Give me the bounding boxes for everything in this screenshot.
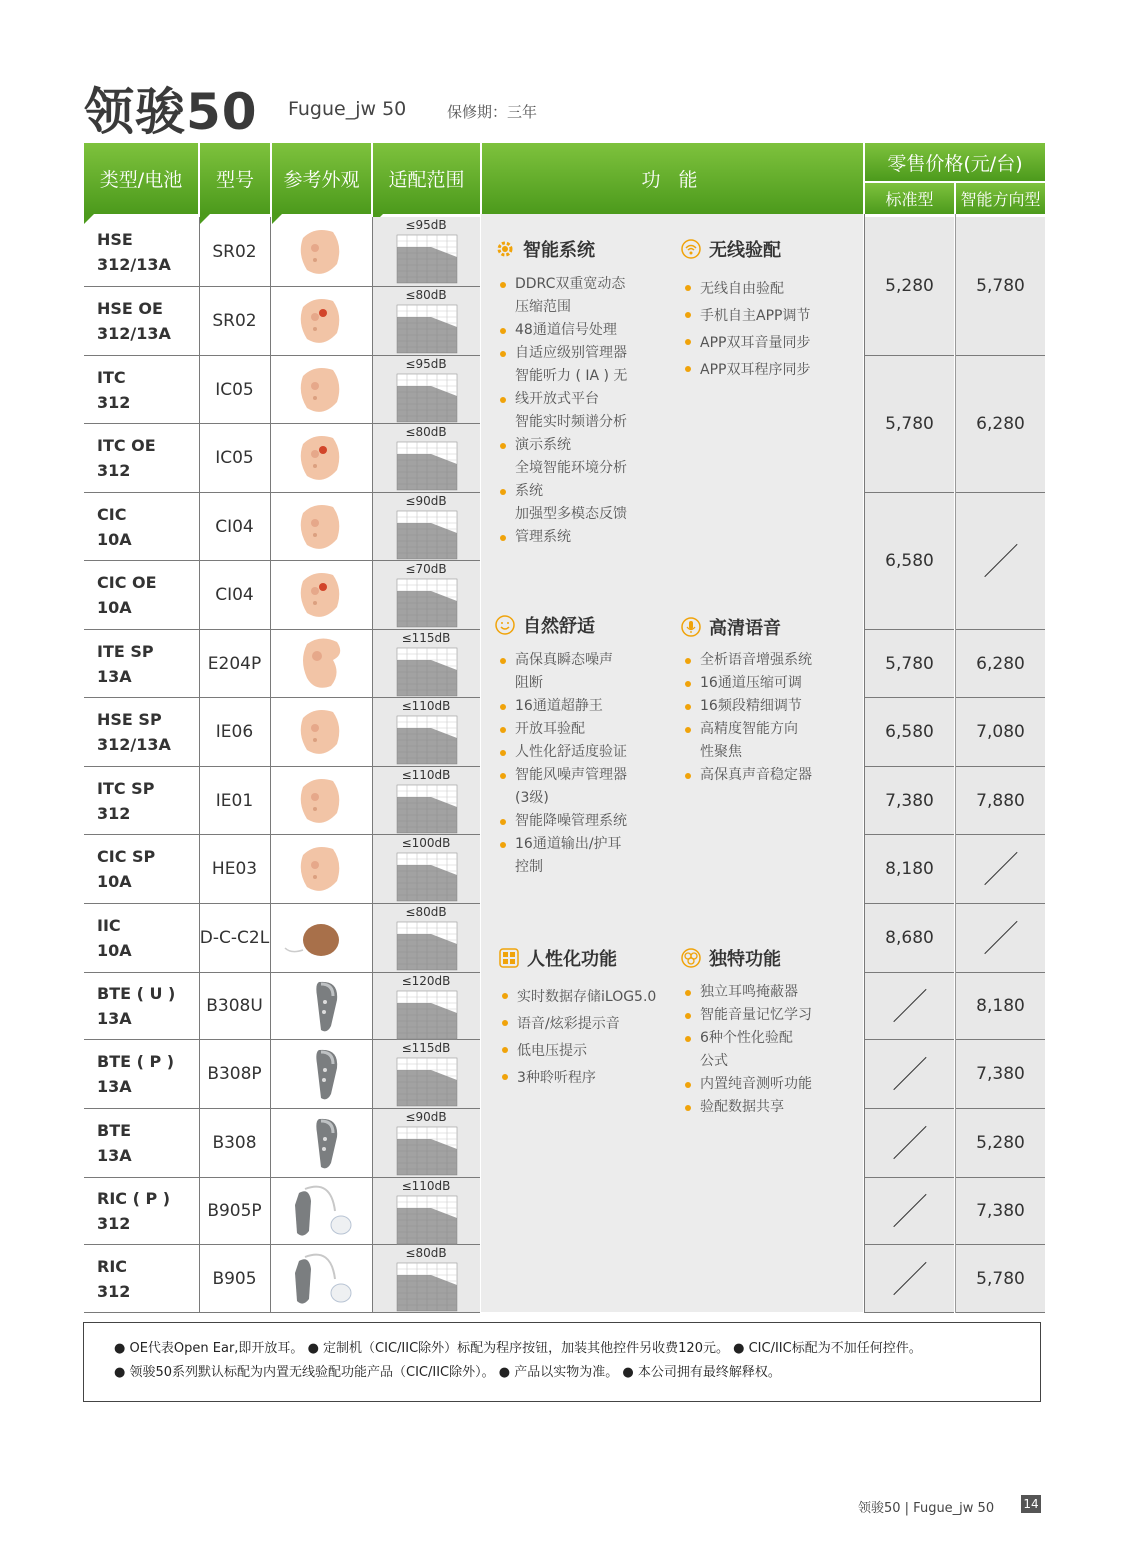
feature-item: 开放耳验配 — [499, 718, 669, 741]
header-standard: 标准型 — [865, 183, 954, 214]
standard-price: 5,280 — [865, 217, 954, 356]
range-label: ≤110dB — [401, 768, 451, 782]
type-label: BTE ( U ) — [97, 984, 176, 1003]
section-smart: 智能系统 — [495, 236, 595, 262]
not-available-slash — [865, 1245, 954, 1313]
type-label: HSE OE — [97, 299, 163, 318]
product-type — [84, 561, 198, 629]
hearing-aid-image — [271, 767, 371, 834]
table-row — [84, 493, 480, 561]
hearing-aid-image — [271, 630, 371, 697]
type-label: HSE — [97, 229, 133, 249]
audiogram-chart — [391, 851, 461, 911]
model-number: B905 — [212, 1268, 257, 1289]
type-label: HSE SP — [97, 710, 162, 729]
product-type — [84, 1040, 198, 1108]
fitting-range — [372, 1245, 480, 1312]
fitting-range — [372, 767, 480, 834]
not-available-slash — [865, 1040, 954, 1109]
table-row — [84, 561, 480, 630]
slash-icon — [984, 852, 1018, 886]
speech-list — [684, 649, 854, 787]
model-number: SR02 — [212, 241, 257, 262]
feature-item: 智能听力 ( IA ) 无 — [515, 368, 628, 384]
audiogram-chart — [391, 233, 461, 293]
feature-item: 阻断 — [515, 675, 543, 691]
feature-item: 智能音量记忆学习 — [684, 1004, 854, 1027]
product-type — [84, 287, 198, 355]
standard-price: 8,680 — [865, 904, 954, 973]
feature-item: 3种聆听程序 — [501, 1065, 681, 1092]
header-directional: 智能方向型 — [956, 183, 1045, 214]
fitting-range — [372, 1040, 480, 1108]
slash-icon — [893, 1057, 927, 1091]
directional-price: 5,780 — [956, 217, 1045, 356]
battery-label: 312 — [97, 392, 131, 412]
model-number: B308P — [207, 1064, 262, 1084]
type-label: CIC OE — [97, 573, 157, 592]
model-number: IC05 — [215, 448, 254, 468]
slash-icon — [893, 1262, 927, 1296]
note-line-1: ● OE代表Open Ear,即开放耳。 ● 定制机（CIC/IIC除外）标配为程序按钮，加装其他控件另收费120元。 ● CIC/IIC标配为不加任何控件。 — [114, 1341, 922, 1356]
model-number: IE06 — [215, 722, 254, 742]
table-row — [84, 1040, 480, 1109]
product-type — [84, 356, 198, 423]
slash-icon — [984, 544, 1018, 578]
wifi-icon — [681, 239, 701, 259]
hearing-aid-image — [271, 973, 371, 1039]
smart-list — [499, 273, 669, 549]
model-number: E204P — [207, 653, 262, 674]
audiogram-chart — [391, 303, 461, 363]
header-range: 适配范围 — [373, 143, 480, 214]
range-label: ≤80dB — [405, 905, 447, 919]
audiogram-chart — [391, 577, 461, 637]
feature-item: 高精度智能方向 — [684, 718, 854, 741]
directional-price: 7,380 — [956, 1040, 1045, 1109]
product-type — [84, 217, 198, 286]
note-line-2: ● 领骏50系列默认标配为内置无线验配功能产品（CIC/IIC除外）。 ● 产品以实物为准。 ● 本公司拥有最终解释权。 — [114, 1365, 781, 1380]
directional-price: 5,780 — [956, 1245, 1045, 1313]
range-label: ≤100dB — [401, 836, 451, 850]
product-type — [84, 1245, 198, 1312]
feature-item: 16通道压缩可调 — [684, 672, 854, 695]
fitting-range — [372, 835, 480, 903]
range-label: ≤80dB — [405, 425, 447, 439]
fitting-range — [372, 904, 480, 972]
type-label: BTE ( P ) — [97, 1052, 175, 1071]
feature-item: DDRC双重宽动态 — [499, 273, 669, 296]
not-available-slash — [865, 973, 954, 1040]
table-row — [84, 698, 480, 767]
model-number: D-C-C2L — [199, 928, 270, 948]
table-row — [84, 630, 480, 698]
audiogram-chart — [391, 1125, 461, 1185]
battery-label: 13A — [97, 1146, 132, 1165]
grid-icon — [499, 948, 519, 968]
directional-price: 8,180 — [956, 973, 1045, 1040]
feature-item: 低电压提示 — [501, 1038, 681, 1065]
range-label: ≤115dB — [401, 631, 451, 645]
directional-price: 5,280 — [956, 1109, 1045, 1178]
product-type — [84, 698, 198, 766]
fitting-range — [372, 1178, 480, 1244]
microphone-icon — [681, 617, 701, 637]
standard-price: 5,780 — [865, 356, 954, 493]
feature-item: (3级) — [515, 790, 549, 806]
range-label: ≤110dB — [401, 699, 451, 713]
not-available-slash — [956, 904, 1045, 973]
audiogram-chart — [391, 509, 461, 569]
product-type — [84, 835, 198, 903]
standard-price: 6,580 — [865, 698, 954, 767]
table-row — [84, 424, 480, 493]
fitting-range — [372, 973, 480, 1039]
audiogram-chart — [391, 1261, 461, 1321]
page-title: 领骏50 — [84, 83, 258, 141]
fitting-range — [372, 1109, 480, 1177]
directional-price: 7,080 — [956, 698, 1045, 767]
footer-text: 领骏50 | Fugue_jw 50 — [858, 1501, 995, 1516]
model-number: B308 — [212, 1133, 257, 1153]
type-label: CIC SP — [97, 847, 156, 866]
not-available-slash — [865, 1109, 954, 1178]
unique-list — [684, 981, 854, 1119]
range-label: ≤70dB — [405, 562, 447, 576]
type-label: BTE — [97, 1121, 132, 1140]
table-row — [84, 1109, 480, 1178]
battery-label: 312/13A — [97, 735, 171, 754]
standard-price: 6,580 — [865, 493, 954, 630]
hearing-aid-image — [271, 424, 371, 492]
standard-price: 8,180 — [865, 835, 954, 904]
battery-label: 312/13A — [97, 324, 171, 343]
feature-item: 16频段精细调节 — [684, 695, 854, 718]
feature-item: 全析语音增强系统 — [684, 649, 854, 672]
model-number: IC05 — [215, 379, 254, 400]
section-wireless: 无线验配 — [681, 236, 781, 262]
slash-icon — [984, 921, 1018, 955]
hearing-aid-image — [271, 1040, 371, 1108]
fitting-range — [372, 356, 480, 423]
table-row — [84, 217, 480, 287]
directional-price: 7,880 — [956, 767, 1045, 835]
type-label: ITC OE — [97, 436, 156, 455]
feature-item: 压缩范围 — [515, 299, 571, 315]
header-price: 零售价格(元/台) — [865, 143, 1045, 181]
type-label: ITC SP — [97, 778, 155, 798]
product-type — [84, 1178, 198, 1244]
feature-item: 手机自主APP调节 — [684, 303, 854, 330]
hearing-aid-image — [271, 698, 371, 766]
hearing-aid-image — [271, 287, 371, 355]
feature-item: 加强型多模态反馈 — [515, 506, 627, 522]
model-number: SR02 — [212, 311, 257, 331]
battery-label: 13A — [97, 1009, 132, 1028]
header-type: 类型/电池 — [84, 143, 198, 214]
hearing-aid-image — [271, 493, 371, 560]
section-unique: 独特功能 — [681, 945, 781, 971]
range-label: ≤115dB — [401, 1041, 451, 1055]
range-label: ≤80dB — [405, 1246, 447, 1260]
audiogram-chart — [391, 783, 461, 843]
fitting-range — [372, 561, 480, 629]
feature-item: 公式 — [700, 1053, 728, 1069]
battery-label: 10A — [97, 598, 132, 617]
feature-item: 性聚焦 — [700, 744, 742, 760]
feature-item: 全境智能环境分析 — [515, 460, 627, 476]
table-row — [84, 1178, 480, 1245]
feature-item: 演示系统 — [499, 434, 669, 457]
section-comfort: 自然舒适 — [495, 612, 595, 638]
standard-price: 7,380 — [865, 767, 954, 835]
directional-price: 6,280 — [956, 356, 1045, 493]
feature-item: 48通道信号处理 — [499, 319, 669, 342]
hearing-aid-image — [271, 217, 371, 286]
battery-label: 10A — [97, 872, 132, 891]
price-divider — [955, 214, 956, 1313]
hearing-aid-image — [271, 561, 371, 629]
table-row — [84, 356, 480, 424]
hearing-aid-image — [271, 1109, 371, 1177]
product-type — [84, 904, 198, 972]
product-type — [84, 630, 198, 697]
function-panel — [481, 214, 863, 1312]
feature-item: 16通道超静王 — [499, 695, 669, 718]
audiogram-chart — [391, 1056, 461, 1116]
slash-icon — [893, 989, 927, 1023]
model-number: IE01 — [215, 790, 254, 811]
smile-icon — [495, 615, 515, 635]
flower-icon — [681, 948, 701, 968]
table-row — [84, 904, 480, 973]
feature-item: 验配数据共享 — [684, 1096, 854, 1119]
feature-item: 高保真瞬态噪声 — [499, 649, 669, 672]
battery-label: 312 — [97, 1214, 131, 1233]
price-border — [864, 214, 865, 1313]
type-label: ITE SP — [97, 641, 154, 661]
header-function: 功 能 — [482, 143, 863, 214]
product-type — [84, 424, 198, 492]
directional-price: 6,280 — [956, 630, 1045, 698]
hearing-aid-image — [271, 1178, 371, 1244]
feature-item: 实时数据存储iLOG5.0 — [501, 984, 681, 1011]
table-row — [84, 767, 480, 835]
feature-item: 无线自由验配 — [684, 276, 854, 303]
feature-item: 6种个性化验配 — [684, 1027, 854, 1050]
notes-box — [83, 1322, 1041, 1402]
type-label: RIC — [97, 1256, 128, 1276]
feature-item: 16通道输出/护耳 — [499, 833, 669, 856]
range-label: ≤90dB — [405, 494, 447, 508]
audiogram-chart — [391, 714, 461, 774]
range-label: ≤95dB — [405, 218, 447, 232]
table-row — [84, 835, 480, 904]
gear-icon — [495, 239, 515, 259]
audiogram-chart — [391, 920, 461, 980]
feature-item: 独立耳鸣掩蔽器 — [684, 981, 854, 1004]
product-type — [84, 1109, 198, 1177]
model-number: HE03 — [211, 859, 258, 879]
feature-item: 自适应级别管理器 — [499, 342, 669, 365]
fitting-range — [372, 287, 480, 355]
hearing-aid-image — [271, 356, 371, 423]
warranty-text: 保修期：三年 — [447, 103, 538, 121]
type-label: IIC — [97, 916, 121, 935]
product-subtitle: Fugue_jw 50 — [288, 98, 407, 120]
type-label: RIC ( P ) — [97, 1189, 171, 1208]
product-type — [84, 767, 198, 834]
feature-item: 内置纯音测听功能 — [684, 1073, 854, 1096]
table-row — [84, 1245, 480, 1313]
section-human: 人性化功能 — [499, 945, 617, 971]
slash-icon — [893, 1126, 927, 1160]
type-label: ITC — [97, 367, 126, 387]
feature-item: 智能风噪声管理器 — [499, 764, 669, 787]
feature-item: 智能降噪管理系统 — [499, 810, 669, 833]
fitting-range — [372, 217, 480, 286]
type-label: CIC — [97, 504, 127, 524]
battery-label: 312 — [97, 803, 131, 823]
not-available-slash — [956, 835, 1045, 904]
hearing-aid-image — [271, 1245, 371, 1312]
audiogram-chart — [391, 440, 461, 500]
fitting-range — [372, 493, 480, 560]
product-type — [84, 493, 198, 560]
hearing-aid-image — [271, 835, 371, 903]
model-number: CI04 — [215, 516, 254, 537]
header-model: 型号 — [200, 143, 270, 214]
model-number: B308U — [206, 996, 263, 1016]
page-number: 14 — [1021, 1495, 1041, 1513]
model-number: CI04 — [215, 585, 254, 605]
slash-icon — [893, 1194, 927, 1228]
fitting-range — [372, 698, 480, 766]
comfort-list — [499, 649, 669, 879]
header-appearance: 参考外观 — [272, 143, 371, 214]
section-speech: 高清语音 — [681, 614, 781, 640]
table-row — [84, 287, 480, 356]
battery-label: 312 — [97, 461, 131, 480]
range-label: ≤120dB — [401, 974, 451, 988]
directional-price: 7,380 — [956, 1178, 1045, 1245]
feature-item: 控制 — [515, 859, 543, 875]
table-row — [84, 973, 480, 1040]
feature-item: 智能实时频谱分析 — [515, 414, 627, 430]
battery-label: 312 — [97, 1281, 131, 1301]
audiogram-chart — [391, 372, 461, 432]
range-label: ≤95dB — [405, 357, 447, 371]
model-number: B905P — [207, 1201, 262, 1221]
standard-price: 5,780 — [865, 630, 954, 698]
fitting-range — [372, 630, 480, 697]
fitting-range — [372, 424, 480, 492]
battery-label: 10A — [97, 529, 132, 549]
hearing-aid-image — [271, 904, 371, 972]
wireless-list — [684, 276, 854, 384]
range-label: ≤110dB — [401, 1179, 451, 1193]
feature-item: 线开放式平台 — [499, 388, 669, 411]
human-list — [501, 984, 681, 1092]
feature-item: 系统 — [499, 480, 669, 503]
range-label: ≤80dB — [405, 288, 447, 302]
not-available-slash — [956, 493, 1045, 630]
audiogram-chart — [391, 646, 461, 706]
feature-item: 管理系统 — [499, 526, 669, 549]
battery-label: 312/13A — [97, 254, 171, 274]
feature-item: APP双耳程序同步 — [684, 357, 854, 384]
product-type — [84, 973, 198, 1039]
feature-item: 高保真声音稳定器 — [684, 764, 854, 787]
battery-label: 13A — [97, 1077, 132, 1096]
range-label: ≤90dB — [405, 1110, 447, 1124]
not-available-slash — [865, 1178, 954, 1245]
feature-item: 语音/炫彩提示音 — [501, 1011, 681, 1038]
battery-label: 13A — [97, 666, 132, 686]
feature-item: 人性化舒适度验证 — [499, 741, 669, 764]
feature-item: APP双耳音量同步 — [684, 330, 854, 357]
battery-label: 10A — [97, 941, 132, 960]
